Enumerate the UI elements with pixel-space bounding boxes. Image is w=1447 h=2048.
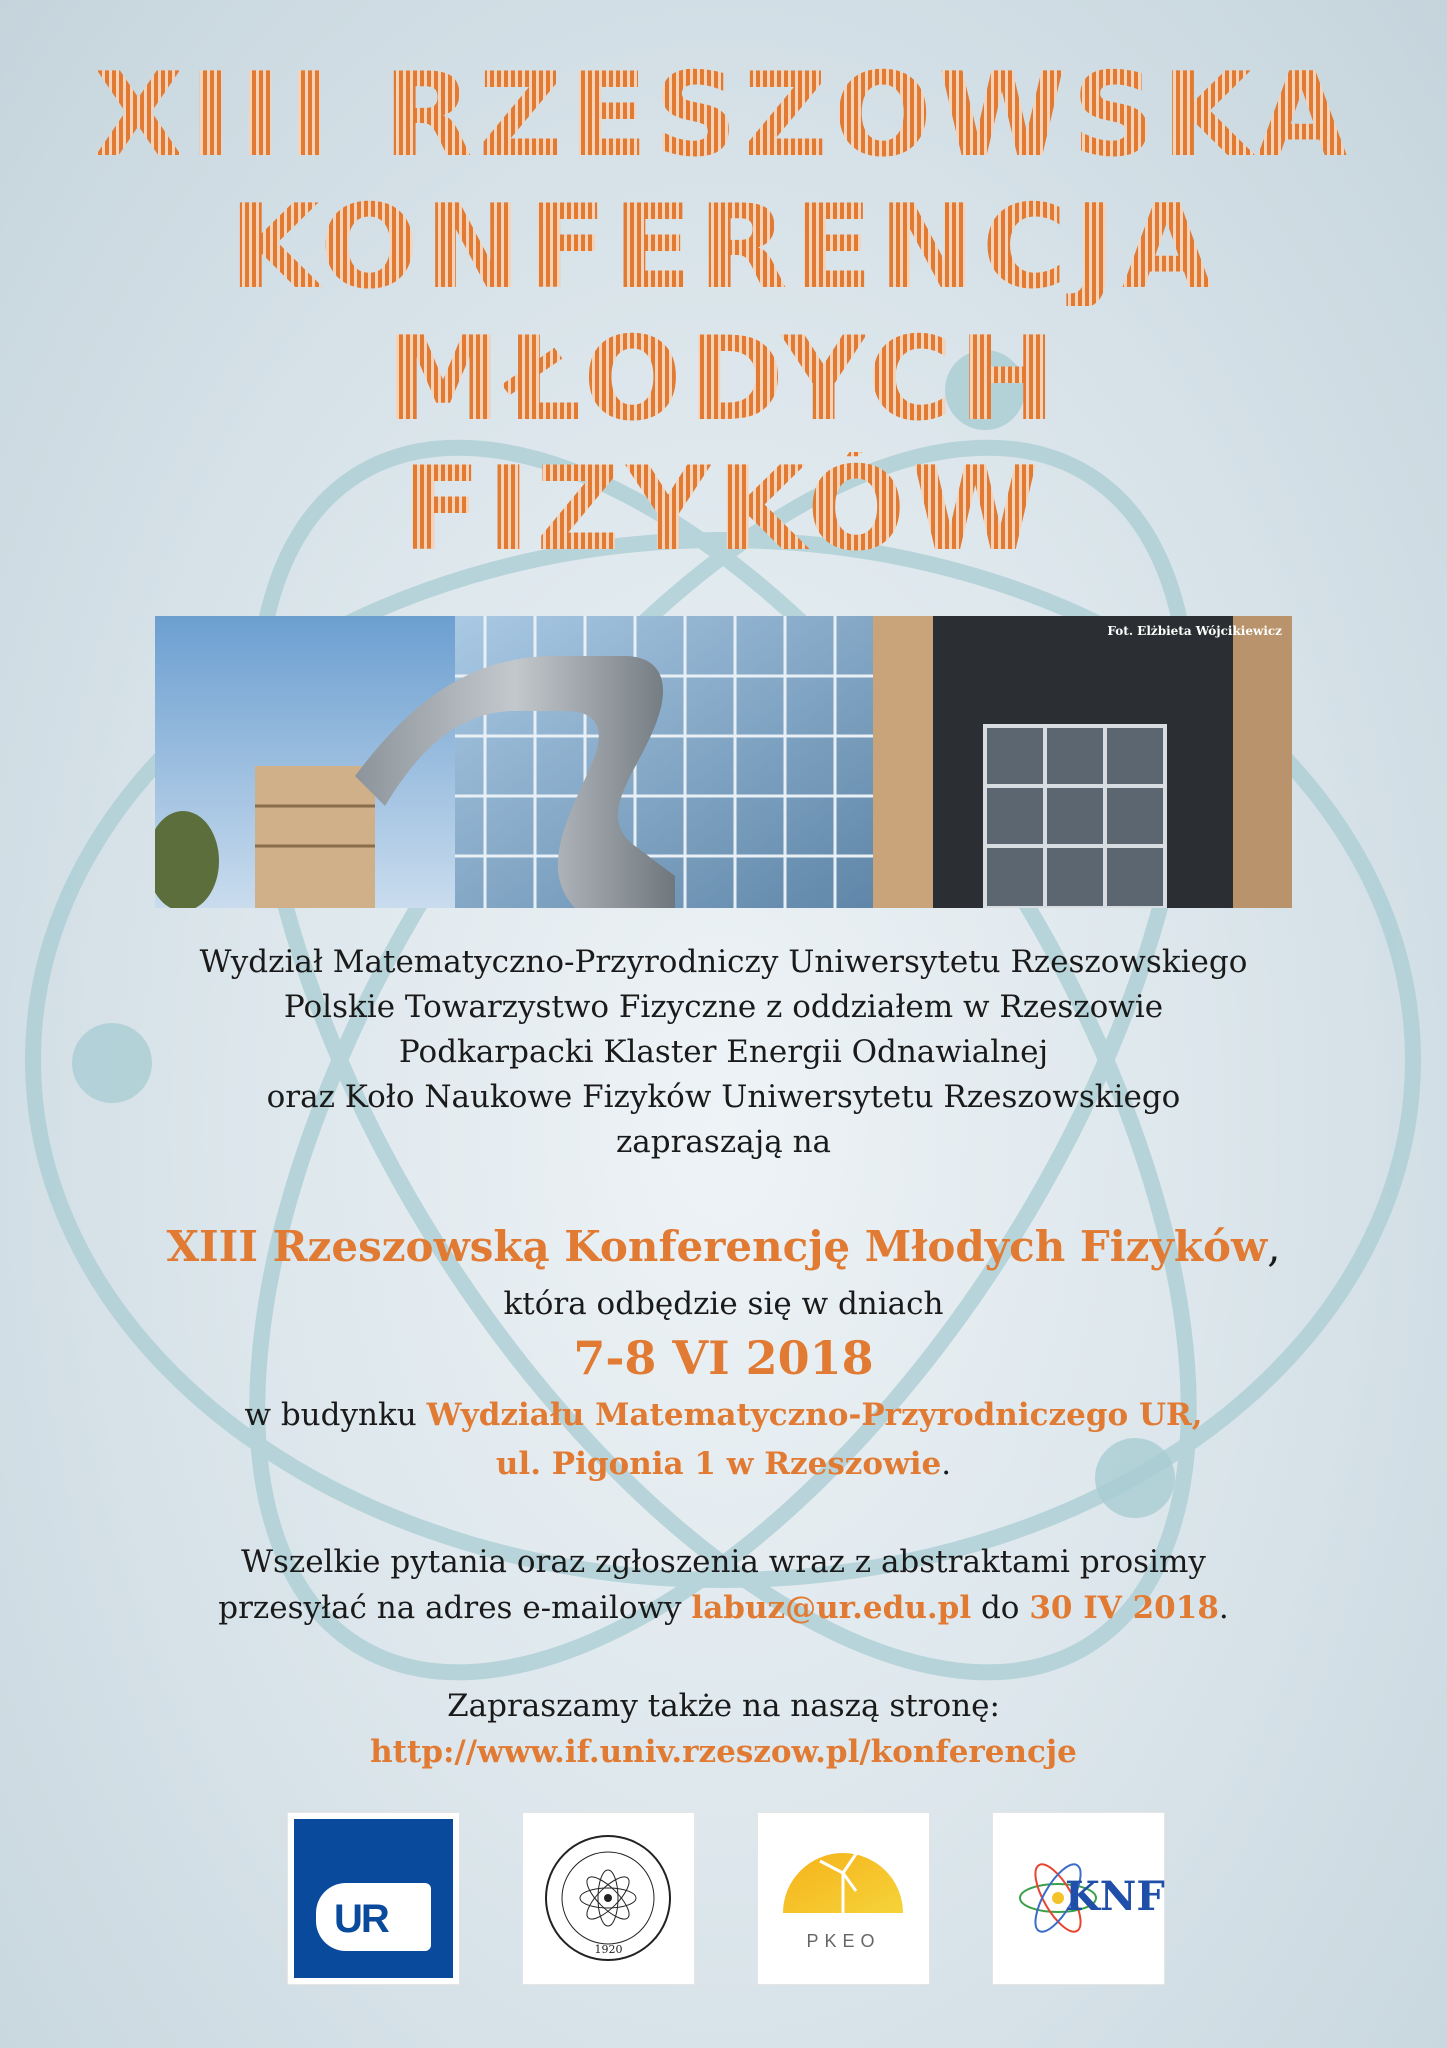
website-intro: Zapraszamy także na naszą stronę: xyxy=(447,1688,1000,1724)
deadline-date: 30 IV 2018 xyxy=(1029,1590,1219,1626)
deadline-suffix: . xyxy=(1218,1590,1229,1626)
event-address: ul. Pigonia 1 w Rzeszowie xyxy=(495,1446,942,1482)
title-line-4: FIZYKÓW xyxy=(0,452,1447,568)
contact-intro: przesyłać na adres e-mailowy xyxy=(218,1590,692,1626)
ptf-logo[interactable] xyxy=(522,1812,695,1985)
building-photo xyxy=(155,616,1292,908)
building-illustration xyxy=(155,616,1292,908)
event-dates: 7-8 VI 2018 xyxy=(573,1331,874,1385)
organizer-3: Podkarpacki Klaster Energii Odnawialnej xyxy=(398,1034,1049,1070)
website-link[interactable]: http://www.if.univ.rzeszow.pl/konferencje xyxy=(370,1734,1077,1770)
contact-email-link[interactable]: labuz@ur.edu.pl xyxy=(691,1590,972,1626)
invitation-text: zapraszają na xyxy=(615,1124,832,1160)
title-line-1: XIII RZESZOWSKA xyxy=(0,58,1447,174)
ptf-seal-icon xyxy=(523,1813,694,1984)
event-when-intro: która odbędzie się w dniach xyxy=(503,1286,944,1322)
organizer-2: Polskie Towarzystwo Fizyczne z oddziałem w Rzeszowie xyxy=(283,989,1164,1025)
deadline-intro: do xyxy=(971,1590,1030,1626)
pkeo-label: PKEO xyxy=(806,1931,881,1951)
event-building: Wydziału Matematyczno-Przyrodniczego UR, xyxy=(426,1397,1203,1433)
organizer-1: Wydział Matematyczno-Przyrodniczy Uniwersytetu Rzeszowskiego xyxy=(199,944,1248,980)
wind-turbine-icon xyxy=(758,1813,929,1984)
title-line-3: MŁODYCH xyxy=(0,322,1447,438)
event-name-line xyxy=(0,1220,1447,1274)
event-name-suffix: , xyxy=(1267,1222,1281,1271)
knf-logo[interactable] xyxy=(992,1812,1165,1985)
event-name: XIII Rzeszowską Konferencję Młodych Fizyków xyxy=(166,1222,1268,1271)
photo-credit: Fot. Elżbieta Wójcikiewicz xyxy=(1107,624,1282,638)
event-where-intro: w budynku xyxy=(244,1397,427,1433)
pkeo-logo[interactable] xyxy=(757,1812,930,1985)
title-line-2: KONFERENCJA xyxy=(0,190,1447,306)
ur-logo[interactable] xyxy=(287,1812,460,1985)
ur-logo-block xyxy=(294,1819,453,1978)
organizer-4: oraz Koło Naukowe Fizyków Uniwersytetu Rzeszowskiego xyxy=(266,1079,1181,1115)
ur-logo-text: UR xyxy=(334,1897,388,1941)
event-address-line xyxy=(0,1442,1447,1487)
event-location-line xyxy=(0,1393,1447,1438)
knf-text: KNF xyxy=(1065,1873,1165,1920)
organizers xyxy=(0,940,1447,1165)
event-address-suffix: . xyxy=(941,1446,952,1482)
ptf-year: 1920 xyxy=(594,1943,623,1956)
contact-line-1: Wszelkie pytania oraz zgłoszenia wraz z abstraktami prosimy xyxy=(241,1544,1206,1580)
contact-line-2 xyxy=(0,1586,1447,1631)
